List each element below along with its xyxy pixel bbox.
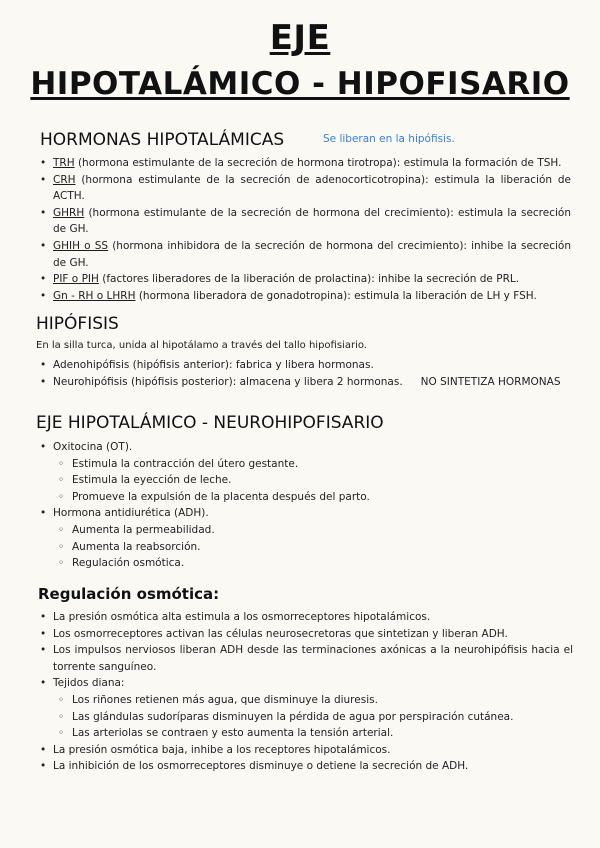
hormone-abbr: GHIH o SS: [53, 239, 109, 252]
list-item-text: Neurohipófisis (hipófisis posterior): almacena y libera 2 hormonas.: [53, 375, 403, 388]
hormone-desc: (factores liberadores de la liberación de prolactina): inhibe la secreción de PRL.: [98, 273, 520, 286]
hormone-desc: (hormona liberadora de gonadotropina): estimula la liberación de LH y FSH.: [135, 289, 537, 302]
list-item: [36, 172, 571, 205]
hormone-abbr: CRH: [53, 173, 76, 186]
list-item: [36, 288, 571, 305]
section-heading-hipofisis: HIPÓFISIS: [36, 314, 119, 334]
sub-list-item: ◦ Aumenta la permeabilidad.: [36, 522, 576, 539]
section-heading-eje: EJE HIPOTALÁMICO - NEUROHIPOFISARIO: [36, 413, 384, 433]
hormonas-list: [36, 155, 571, 304]
hipofisis-list: [36, 357, 576, 390]
hormone-abbr: TRH: [53, 157, 75, 169]
list-item: [36, 155, 571, 172]
sub-list-item: ◦ Las arteriolas se contraen y esto aumenta la tensión arterial.: [36, 725, 573, 742]
hormone-abbr: Gn - RH o LHRH: [53, 289, 136, 302]
hormonas-note: Se liberan en la hipófisis.: [323, 133, 455, 145]
document-title-line-1: EJE: [269, 18, 331, 58]
regulacion-list: [36, 609, 573, 775]
sub-list-item: ◦ Las glándulas sudoríparas disminuyen la pérdida de agua por perspiración cutánea.: [36, 709, 573, 726]
list-item: [36, 357, 576, 374]
hormone-desc: (hormona estimulante de la secreción de hormona del crecimiento): estimula la secreción de GH.: [53, 206, 571, 236]
hormone-desc: (hormona estimulante de la secreción de hormona tirotropa): estimula la formación de TSH.: [74, 157, 562, 169]
hormone-abbr: PIF o PIH: [53, 273, 99, 286]
hormone-desc: (hormona inhibidora de la secreción de hormona del crecimiento): inhibe la secreción de GH.: [53, 239, 571, 269]
sub-list-item: ◦ Los riñones retienen más agua, que disminuye la diuresis.: [36, 692, 573, 709]
list-item: • La inhibición de los osmorreceptores disminuye o detiene la secreción de ADH.: [36, 758, 573, 775]
section-heading-regulacion: Regulación osmótica:: [38, 585, 220, 603]
list-item: • Los impulsos nerviosos liberan ADH desde las terminaciones axónicas a la neurohipófisis hacia el torrente sanguíneo.: [36, 642, 573, 675]
list-item: • Los osmorreceptores activan las células neurosecretoras que sintetizan y liberan ADH.: [36, 626, 573, 643]
sub-list-item: ◦ Aumenta la reabsorción.: [36, 539, 576, 556]
list-item: [36, 238, 571, 271]
sub-list-item: ◦ Regulación osmótica.: [36, 555, 576, 572]
hormone-abbr: GHRH: [53, 206, 85, 219]
hipofisis-intro: En la silla turca, unida al hipotálamo a través del tallo hipofisiario.: [36, 340, 367, 351]
sub-list-item: ◦ Estimula la contracción del útero gestante.: [36, 456, 576, 473]
list-item: • Hormona antidiurética (ADH).: [36, 505, 576, 522]
list-item-text: Adenohipófisis (hipófisis anterior): fabrica y libera hormonas.: [53, 359, 374, 371]
sub-list-item: ◦ Promueve la expulsión de la placenta después del parto.: [36, 489, 576, 506]
list-item: • Tejidos diana:: [36, 675, 573, 692]
list-item: • La presión osmótica alta estimula a los osmorreceptores hipotalámicos.: [36, 609, 573, 626]
list-item: [36, 374, 576, 391]
list-item: [36, 205, 571, 238]
hormone-desc: (hormona estimulante de la secreción de adenocorticotropina): estimula la liberación de ACTH.: [53, 173, 571, 203]
list-item: • Oxitocina (OT).: [36, 439, 576, 456]
neurohipofisis-note: NO SINTETIZA HORMONAS: [420, 375, 561, 388]
sub-list-item: ◦ Estimula la eyección de leche.: [36, 472, 576, 489]
section-heading-hormonas: HORMONAS HIPOTALÁMICAS: [40, 130, 285, 150]
list-item: • La presión osmótica baja, inhibe a los receptores hipotalámicos.: [36, 742, 573, 759]
list-item: [36, 271, 571, 288]
eje-list: [36, 439, 576, 572]
document-title-line-2: HIPOTALÁMICO - HIPOFISARIO: [30, 66, 570, 102]
